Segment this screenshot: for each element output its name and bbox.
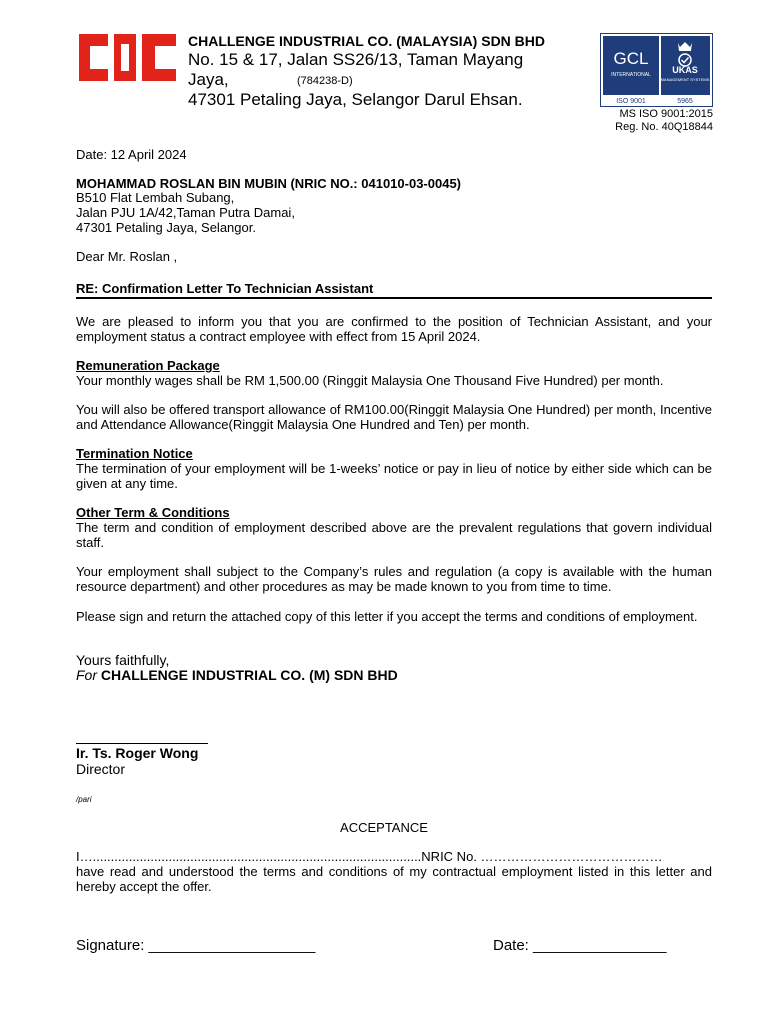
intro-paragraph: We are pleased to inform you that you are confirmed to the position of Technician Assistant, and your employment status a contract employee with effect from 15 April 2024. <box>76 314 712 344</box>
remuneration-text: Your monthly wages shall be RM 1,500.00 (Ringgit Malaysia One Thousand Five Hundred) per month. <box>76 373 664 388</box>
date-field-label: Date: ________________ <box>493 937 667 954</box>
signature-field-label: Signature: ____________________ <box>76 937 316 954</box>
subject-underline <box>76 297 712 299</box>
recipient-name: MOHAMMAD ROSLAN BIN MUBIN (NRIC NO.: 041010-03-0045) <box>76 176 461 191</box>
company-address-line3: 47301 Petaling Jaya, Selangor Darul Ehsan. <box>188 90 523 109</box>
company-address-line2: Jaya, <box>188 70 229 89</box>
salutation: Dear Mr. Roslan , <box>76 249 178 264</box>
company-reg-no: (784238-D) <box>297 75 353 87</box>
for-company-line <box>76 668 712 683</box>
iso-standard: MS ISO 9001:2015 <box>619 108 713 120</box>
acceptance-heading: ACCEPTANCE <box>340 820 428 835</box>
acceptance-text: have read and understood the terms and conditions of my contractual employment listed in this letter and hereby accept the offer. <box>76 864 712 894</box>
iso-reg-no: Reg. No. 40Q18844 <box>615 121 713 133</box>
termination-heading: Termination Notice <box>76 446 193 461</box>
remuneration-heading: Remuneration Package <box>76 358 220 373</box>
for-company-name: CHALLENGE INDUSTRIAL CO. (M) SDN BHD <box>100 667 398 683</box>
termination-text: The termination of your employment will be 1-weeks’ notice or pay in lieu of notice by either side which can be given at any time. <box>76 461 712 491</box>
other-terms-text2: Your employment shall subject to the Company’s rules and regulation (a copy is available with the human resource department) and other procedures as may be made known to you from time to time. <box>76 564 712 594</box>
for-word: For <box>76 667 97 683</box>
ukas-text: UKAS <box>672 65 698 75</box>
gcl-sub-text: INTERNATIONAL <box>611 72 651 78</box>
company-logo <box>79 34 176 81</box>
letter-date: Date: 12 April 2024 <box>76 147 187 162</box>
allowance-text: You will also be offered transport allowance of RM100.00(Ringgit Malaysia One Hundred) per month, Incentive and Attendance Allowance(Ringgit Malaysia One Hundred and Ten) per month. <box>76 402 712 432</box>
recipient-address-line1: B510 Flat Lembah Subang, <box>76 190 235 205</box>
iso-certification-badge <box>600 33 713 107</box>
signatory-title: Director <box>76 761 126 777</box>
recipient-address-line3: 47301 Petaling Jaya, Selangor. <box>76 220 256 235</box>
other-terms-text3: Please sign and return the attached copy of this letter if you accept the terms and conditions of employment. <box>76 609 698 624</box>
signatory-name: Ir. Ts. Roger Wong <box>76 745 199 761</box>
other-terms-heading: Other Term & Conditions <box>76 505 230 520</box>
recipient-address-line2: Jalan PJU 1A/42,Taman Putra Damai, <box>76 205 295 220</box>
company-address-line1: No. 15 & 17, Jalan SS26/13, Taman Mayang <box>188 50 524 69</box>
cert-number-text: 5965 <box>677 98 693 105</box>
other-terms-text1: The term and condition of employment described above are the prevalent regulations that govern individual staff. <box>76 520 712 550</box>
subject-line: RE: Confirmation Letter To Technician Assistant <box>76 281 374 296</box>
signature-line <box>76 743 208 744</box>
acceptance-line: I…...........................................................................................NRIC No. …………………………………… <box>76 849 663 864</box>
closing: Yours faithfully, <box>76 652 170 668</box>
reference-initials: /pari <box>76 795 92 804</box>
gcl-text: GCL <box>613 49 649 68</box>
iso-text: ISO 9001 <box>616 98 646 105</box>
ukas-sub-text: MANAGEMENT SYSTEMS <box>660 77 710 82</box>
company-name: CHALLENGE INDUSTRIAL CO. (MALAYSIA) SDN BHD <box>188 33 546 49</box>
